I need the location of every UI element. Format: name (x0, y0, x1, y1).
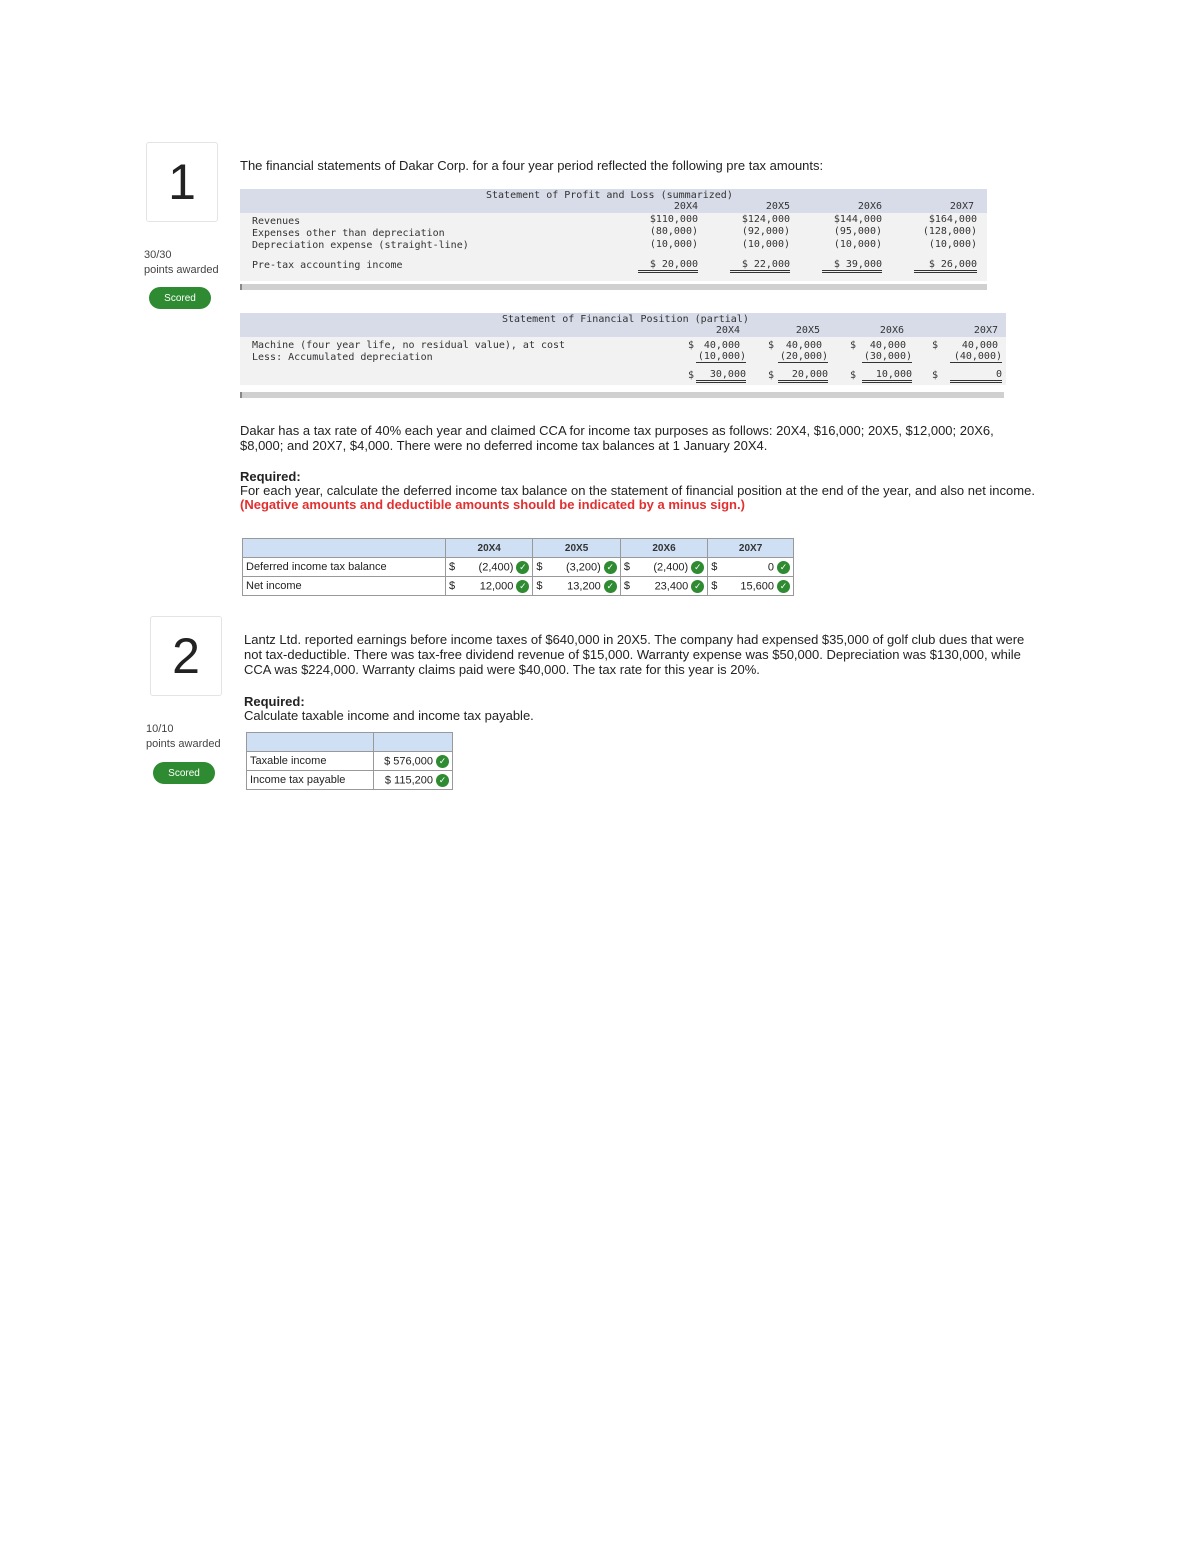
pl-row-label: Depreciation expense (straight-line) (252, 240, 469, 251)
q2-answer-table (246, 732, 453, 790)
q1-points-value: 30/30 (144, 249, 172, 261)
table-row (243, 558, 794, 577)
fp-row-label: Machine (four year life, no residual value), at cost (252, 340, 566, 351)
dollar-sign: $ (623, 560, 630, 573)
fp-cell: 10,000 (862, 369, 912, 383)
answer-value: (2,400) (653, 560, 689, 573)
divider (240, 284, 987, 290)
pl-year-2: 20X5 (765, 201, 790, 212)
q2-required (244, 695, 1044, 723)
q1-intro: The financial statements of Dakar Corp. for a four year period reflected the following pre tax amounts: (240, 158, 824, 173)
table-row (247, 771, 453, 790)
fp-cell: (30,000) (863, 351, 912, 362)
answer-row-label: Taxable income (247, 752, 374, 771)
fp-dollar: $ (850, 370, 857, 381)
pl-cell: (80,000) (649, 226, 698, 237)
answer-header-blank (247, 733, 374, 752)
income-tax-payable-answer[interactable] (374, 771, 453, 790)
fp-cell: 0 (950, 369, 1002, 383)
fp-year-4: 20X7 (973, 325, 998, 336)
pl-row-label: Expenses other than depreciation (252, 228, 445, 239)
q1-answer-table (242, 538, 794, 596)
pl-cell: $ 39,000 (822, 259, 882, 273)
dollar-sign: $ (711, 579, 718, 592)
pl-year-1: 20X4 (673, 201, 698, 212)
taxable-income-answer[interactable] (374, 752, 453, 771)
q2-points-value: 10/10 (146, 723, 174, 735)
dollar-sign: $ (536, 560, 543, 573)
answer-cell-20x4[interactable] (446, 577, 533, 596)
q1-points-label: points awarded (144, 264, 219, 276)
fp-cell: 30,000 (696, 369, 746, 383)
fp-dollar: $ (688, 370, 695, 381)
pl-cell: $110,000 (649, 214, 698, 225)
answer-cell-20x5[interactable] (533, 577, 620, 596)
answer-header-year: 20X7 (708, 539, 794, 558)
fp-cell: (20,000) (779, 351, 828, 362)
check-icon: ✓ (436, 774, 449, 787)
fp-dollar: $ (768, 370, 775, 381)
financial-position-statement (240, 313, 1006, 385)
dollar-sign: $ (536, 579, 543, 592)
answer-value: 0 (767, 560, 774, 573)
pl-cell: $ 20,000 (638, 259, 698, 273)
fp-dollar: $ (688, 340, 695, 351)
answer-cell-20x7[interactable] (708, 558, 794, 577)
q2-body: Lantz Ltd. reported earnings before income taxes of $640,000 in 20X5. The company had expensed $35,000 of golf club dues that were not tax-deductible. There was tax-free dividend revenue of $15,000. Warranty expense was $50,000. Depreciation was $130,000, while CCA was $224,000. Warranty claims paid were $40,000. The tax rate for this year is 20%. (244, 632, 1025, 677)
divider (240, 392, 1004, 398)
pl-cell: (95,000) (833, 226, 882, 237)
answer-cell-20x7[interactable] (708, 577, 794, 596)
answer-value: (3,200) (565, 560, 601, 573)
answer-cell-20x5[interactable] (533, 558, 620, 577)
answer-value: 13,200 (567, 579, 601, 592)
q1-scored-badge: Scored (149, 287, 211, 309)
pl-cell: (10,000) (741, 239, 790, 250)
question-number-1: 1 (146, 142, 218, 222)
table-row (243, 577, 794, 596)
check-icon: ✓ (691, 561, 704, 574)
fp-cell: 20,000 (778, 369, 828, 383)
pl-cell: (128,000) (922, 226, 977, 237)
answer-header-year: 20X4 (446, 539, 533, 558)
q2-required-text: Calculate taxable income and income tax payable. (244, 708, 534, 723)
pl-cell: $144,000 (833, 214, 882, 225)
answer-value: $ 576,000 (384, 754, 433, 767)
fp-cell: (40,000) (950, 351, 1002, 363)
fp-dollar: $ (932, 370, 939, 381)
check-icon: ✓ (777, 561, 790, 574)
pl-year-3: 20X6 (857, 201, 882, 212)
pl-row-label: Pre-tax accounting income (252, 260, 403, 271)
pl-cell: (10,000) (649, 239, 698, 250)
q1-required-label: Required: (240, 469, 301, 484)
fp-dollar: $ (932, 340, 939, 351)
fp-cell: 40,000 (961, 340, 998, 351)
answer-row-label: Net income (243, 577, 446, 596)
q2-answer-header (247, 733, 453, 752)
q2-points-label: points awarded (146, 738, 221, 750)
fp-dollar: $ (850, 340, 857, 351)
answer-cell-20x6[interactable] (620, 558, 707, 577)
answer-header-year: 20X6 (620, 539, 707, 558)
fp-cell: 40,000 (785, 340, 822, 351)
answer-row-label: Income tax payable (247, 771, 374, 790)
fp-title: Statement of Financial Position (partial) (502, 314, 749, 325)
check-icon: ✓ (691, 580, 704, 593)
answer-row-label: Deferred income tax balance (243, 558, 446, 577)
q1-required-text: For each year, calculate the deferred income tax balance on the statement of financial position at the end of the year, and also net income. (240, 483, 1035, 498)
pl-cell: (10,000) (833, 239, 882, 250)
q1-answer-header (243, 539, 794, 558)
q1-points (144, 248, 219, 278)
answer-cell-20x6[interactable] (620, 577, 707, 596)
check-icon: ✓ (777, 580, 790, 593)
q2-required-label: Required: (244, 694, 305, 709)
pl-title: Statement of Profit and Loss (summarized) (486, 190, 733, 201)
dollar-sign: $ (711, 560, 718, 573)
fp-cell: 40,000 (703, 340, 740, 351)
dollar-sign: $ (623, 579, 630, 592)
pl-cell: (10,000) (928, 239, 977, 250)
q1-required (240, 470, 1040, 512)
fp-year-1: 20X4 (715, 325, 740, 336)
q2-scored-badge: Scored (153, 762, 215, 784)
profit-loss-statement (240, 189, 987, 281)
answer-value: 15,600 (740, 579, 774, 592)
dollar-sign: $ (449, 579, 456, 592)
pl-cell: $124,000 (741, 214, 790, 225)
q1-required-note: (Negative amounts and deductible amounts should be indicated by a minus sign.) (240, 497, 745, 512)
question-number-2: 2 (150, 616, 222, 696)
answer-value: 12,000 (479, 579, 514, 592)
check-icon: ✓ (604, 561, 617, 574)
fp-cell: (10,000) (697, 351, 746, 362)
fp-dollar: $ (768, 340, 775, 351)
pl-cell: $ 26,000 (914, 259, 977, 273)
fp-cell: 40,000 (869, 340, 906, 351)
pl-cell: $ 22,000 (730, 259, 790, 273)
pl-row-label: Revenues (252, 216, 301, 227)
fp-year-2: 20X5 (795, 325, 820, 336)
pl-cell: $164,000 (928, 214, 977, 225)
pl-year-4: 20X7 (949, 201, 974, 212)
dollar-sign: $ (449, 560, 456, 573)
answer-value: 23,400 (654, 579, 689, 592)
fp-year-3: 20X6 (879, 325, 904, 336)
answer-header-blank (243, 539, 446, 558)
answer-value: $ 115,200 (384, 773, 433, 786)
check-icon: ✓ (516, 561, 529, 574)
answer-value: (2,400) (478, 560, 514, 573)
answer-cell-20x4[interactable] (446, 558, 533, 577)
check-icon: ✓ (604, 580, 617, 593)
fp-row-label: Less: Accumulated depreciation (252, 352, 433, 363)
answer-header-blank (374, 733, 453, 752)
check-icon: ✓ (516, 580, 529, 593)
pl-cell: (92,000) (741, 226, 790, 237)
q1-body: Dakar has a tax rate of 40% each year and claimed CCA for income tax purposes as follows: 20X4, $16,000; 20X5, $12,000; 20X6, $8,000; and 20X7, $4,000. There were no deferred income tax balances at 1 January 20X4. (240, 423, 994, 453)
table-row (247, 752, 453, 771)
check-icon: ✓ (436, 755, 449, 768)
q2-points (146, 722, 221, 752)
answer-header-year: 20X5 (533, 539, 620, 558)
